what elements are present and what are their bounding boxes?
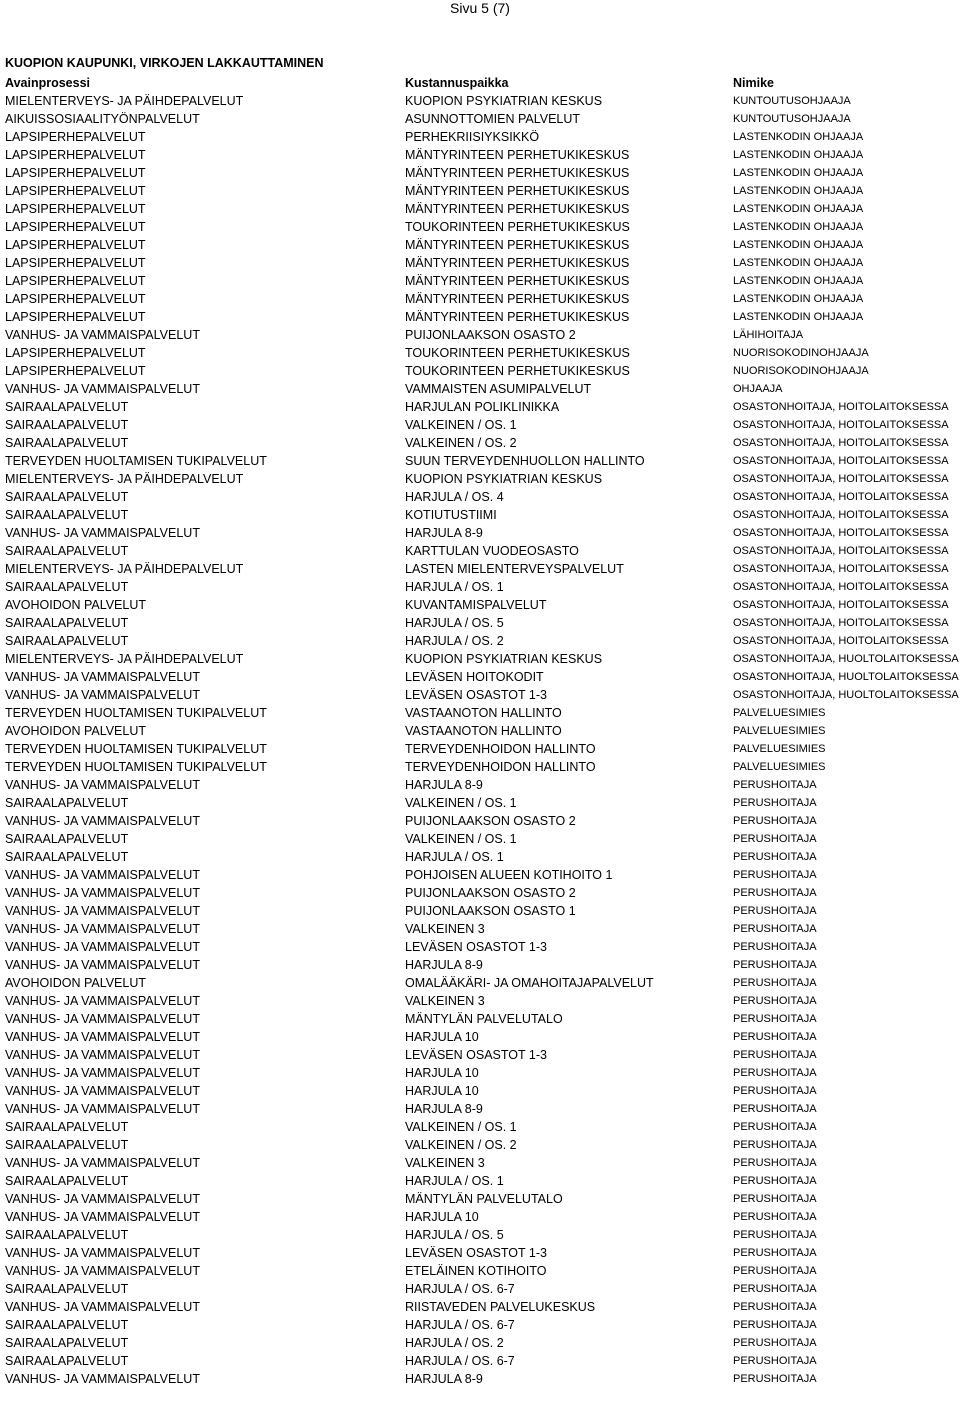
cell-cost-center: LEVÄSEN OSASTOT 1-3: [405, 688, 547, 702]
cell-process: VANHUS- JA VAMMAISPALVELUT: [5, 670, 200, 684]
cell-cost-center: VALKEINEN / OS. 1: [405, 1120, 517, 1134]
cell-process: SAIRAALAPALVELUT: [5, 850, 129, 864]
cell-process: SAIRAALAPALVELUT: [5, 400, 129, 414]
table-row: [0, 902, 960, 920]
cell-process: TERVEYDEN HUOLTAMISEN TUKIPALVELUT: [5, 742, 267, 756]
table-row: [0, 1280, 960, 1298]
cell-title: PERUSHOITAJA: [733, 1265, 817, 1277]
cell-cost-center: HARJULA 10: [405, 1210, 479, 1224]
cell-process: AIKUISSOSIAALITYÖNPALVELUT: [5, 112, 200, 126]
cell-process: LAPSIPERHEPALVELUT: [5, 184, 146, 198]
table-row: [0, 398, 960, 416]
table-row: [0, 506, 960, 524]
cell-title: PERUSHOITAJA: [733, 1103, 817, 1115]
table-row: [0, 650, 960, 668]
cell-title: PERUSHOITAJA: [733, 1301, 817, 1313]
cell-title: OSASTONHOITAJA, HOITOLAITOKSESSA: [733, 527, 949, 539]
cell-process: LAPSIPERHEPALVELUT: [5, 274, 146, 288]
table-row: [0, 938, 960, 956]
cell-cost-center: ETELÄINEN KOTIHOITO: [405, 1264, 547, 1278]
table-row: [0, 1316, 960, 1334]
cell-cost-center: HARJULA / OS. 2: [405, 1336, 504, 1350]
cell-cost-center: HARJULA / OS. 4: [405, 490, 504, 504]
cell-process: VANHUS- JA VAMMAISPALVELUT: [5, 1102, 200, 1116]
table-row: [0, 1244, 960, 1262]
table-row: [0, 1298, 960, 1316]
cell-process: VANHUS- JA VAMMAISPALVELUT: [5, 922, 200, 936]
table-row: [0, 236, 960, 254]
cell-title: NUORISOKODINOHJAAJA: [733, 365, 869, 377]
cell-cost-center: HARJULA / OS. 5: [405, 1228, 504, 1242]
cell-process: VANHUS- JA VAMMAISPALVELUT: [5, 1300, 200, 1314]
cell-cost-center: TOUKORINTEEN PERHETUKIKESKUS: [405, 364, 630, 378]
cell-process: SAIRAALAPALVELUT: [5, 508, 129, 522]
cell-title: PALVELUESIMIES: [733, 743, 826, 755]
cell-process: LAPSIPERHEPALVELUT: [5, 130, 146, 144]
cell-title: PERUSHOITAJA: [733, 1229, 817, 1241]
cell-process: VANHUS- JA VAMMAISPALVELUT: [5, 1012, 200, 1026]
cell-cost-center: HARJULA / OS. 1: [405, 1174, 504, 1188]
cell-cost-center: HARJULA 8-9: [405, 1372, 483, 1386]
table-row: [0, 128, 960, 146]
cell-process: TERVEYDEN HUOLTAMISEN TUKIPALVELUT: [5, 454, 267, 468]
cell-process: MIELENTERVEYS- JA PÄIHDEPALVELUT: [5, 472, 244, 486]
table-row: [0, 992, 960, 1010]
table-row: [0, 1334, 960, 1352]
cell-process: VANHUS- JA VAMMAISPALVELUT: [5, 1210, 200, 1224]
table-row: [0, 542, 960, 560]
table-header: [0, 74, 960, 92]
table-row: [0, 1208, 960, 1226]
cell-cost-center: HARJULA / OS. 1: [405, 850, 504, 864]
cell-title: PERUSHOITAJA: [733, 1013, 817, 1025]
cell-cost-center: HARJULA / OS. 2: [405, 634, 504, 648]
cell-process: VANHUS- JA VAMMAISPALVELUT: [5, 1246, 200, 1260]
table-row: [0, 776, 960, 794]
cell-cost-center: LASTEN MIELENTERVEYSPALVELUT: [405, 562, 624, 576]
table-row: [0, 1352, 960, 1370]
cell-title: OSASTONHOITAJA, HOITOLAITOKSESSA: [733, 437, 949, 449]
table-row: [0, 740, 960, 758]
cell-title: LASTENKODIN OHJAAJA: [733, 275, 864, 287]
cell-title: OSASTONHOITAJA, HOITOLAITOKSESSA: [733, 599, 949, 611]
cell-title: OSASTONHOITAJA, HOITOLAITOKSESSA: [733, 473, 949, 485]
cell-cost-center: HARJULA / OS. 1: [405, 580, 504, 594]
cell-cost-center: HARJULA 10: [405, 1030, 479, 1044]
cell-title: PERUSHOITAJA: [733, 995, 817, 1007]
cell-cost-center: HARJULA / OS. 6-7: [405, 1354, 515, 1368]
cell-title: PALVELUESIMIES: [733, 707, 826, 719]
cell-cost-center: HARJULAN POLIKLINIKKA: [405, 400, 560, 414]
cell-cost-center: TERVEYDENHOIDON HALLINTO: [405, 760, 596, 774]
cell-title: OSASTONHOITAJA, HOITOLAITOKSESSA: [733, 491, 949, 503]
cell-process: MIELENTERVEYS- JA PÄIHDEPALVELUT: [5, 562, 244, 576]
cell-cost-center: HARJULA / OS. 6-7: [405, 1318, 515, 1332]
table-row: [0, 632, 960, 650]
cell-title: KUNTOUTUSOHJAAJA: [733, 95, 851, 107]
cell-title: OSASTONHOITAJA, HOITOLAITOKSESSA: [733, 581, 949, 593]
table-row: [0, 272, 960, 290]
cell-process: SAIRAALAPALVELUT: [5, 1318, 129, 1332]
cell-title: PERUSHOITAJA: [733, 1121, 817, 1133]
cell-cost-center: HARJULA / OS. 6-7: [405, 1282, 515, 1296]
cell-title: LASTENKODIN OHJAAJA: [733, 221, 864, 233]
cell-process: LAPSIPERHEPALVELUT: [5, 202, 146, 216]
cell-title: PERUSHOITAJA: [733, 797, 817, 809]
cell-title: PERUSHOITAJA: [733, 959, 817, 971]
table-row: [0, 452, 960, 470]
table-row: [0, 758, 960, 776]
cell-title: LASTENKODIN OHJAAJA: [733, 293, 864, 305]
cell-process: SAIRAALAPALVELUT: [5, 1174, 129, 1188]
table-row: [0, 326, 960, 344]
cell-title: OSASTONHOITAJA, HUOLTOLAITOKSESSA: [733, 689, 959, 701]
cell-cost-center: VAMMAISTEN ASUMIPALVELUT: [405, 382, 592, 396]
cell-title: PALVELUESIMIES: [733, 761, 826, 773]
table-row: [0, 1190, 960, 1208]
cell-cost-center: HARJULA 8-9: [405, 1102, 483, 1116]
cell-process: SAIRAALAPALVELUT: [5, 1354, 129, 1368]
cell-cost-center: MÄNTYRINTEEN PERHETUKIKESKUS: [405, 310, 630, 324]
cell-cost-center: KOTIUTUSTIIMI: [405, 508, 497, 522]
table-body: [0, 92, 960, 1388]
document-title: KUOPION KAUPUNKI, VIRKOJEN LAKKAUTTAMINEN: [5, 56, 324, 70]
cell-title: PERUSHOITAJA: [733, 887, 817, 899]
cell-cost-center: MÄNTYRINTEEN PERHETUKIKESKUS: [405, 274, 630, 288]
cell-title: PERUSHOITAJA: [733, 1193, 817, 1205]
table-row: [0, 812, 960, 830]
table-row: [0, 578, 960, 596]
cell-title: PERUSHOITAJA: [733, 1139, 817, 1151]
table-row: [0, 416, 960, 434]
cell-title: PERUSHOITAJA: [733, 1337, 817, 1349]
table-row: [0, 866, 960, 884]
cell-process: VANHUS- JA VAMMAISPALVELUT: [5, 940, 200, 954]
table-row: [0, 830, 960, 848]
cell-process: SAIRAALAPALVELUT: [5, 490, 129, 504]
cell-process: VANHUS- JA VAMMAISPALVELUT: [5, 778, 200, 792]
cell-cost-center: VALKEINEN / OS. 2: [405, 436, 517, 450]
table-row: [0, 164, 960, 182]
cell-cost-center: VALKEINEN / OS. 1: [405, 832, 517, 846]
cell-title: OHJAAJA: [733, 383, 783, 395]
cell-cost-center: LEVÄSEN HOITOKODIT: [405, 670, 544, 684]
header-title: Nimike: [733, 76, 774, 90]
cell-process: SAIRAALAPALVELUT: [5, 1336, 129, 1350]
table-row: [0, 488, 960, 506]
cell-title: OSASTONHOITAJA, HOITOLAITOKSESSA: [733, 455, 949, 467]
cell-process: MIELENTERVEYS- JA PÄIHDEPALVELUT: [5, 94, 244, 108]
cell-process: TERVEYDEN HUOLTAMISEN TUKIPALVELUT: [5, 760, 267, 774]
cell-title: OSASTONHOITAJA, HOITOLAITOKSESSA: [733, 419, 949, 431]
cell-process: LAPSIPERHEPALVELUT: [5, 256, 146, 270]
cell-cost-center: MÄNTYRINTEEN PERHETUKIKESKUS: [405, 148, 630, 162]
cell-cost-center: HARJULA 10: [405, 1066, 479, 1080]
cell-title: PERUSHOITAJA: [733, 815, 817, 827]
cell-process: SAIRAALAPALVELUT: [5, 1228, 129, 1242]
table-row: [0, 110, 960, 128]
cell-cost-center: LEVÄSEN OSASTOT 1-3: [405, 940, 547, 954]
cell-cost-center: VALKEINEN / OS. 1: [405, 418, 517, 432]
cell-title: LASTENKODIN OHJAAJA: [733, 257, 864, 269]
cell-title: PERUSHOITAJA: [733, 779, 817, 791]
cell-cost-center: KUVANTAMISPALVELUT: [405, 598, 547, 612]
cell-title: PERUSHOITAJA: [733, 1085, 817, 1097]
cell-process: VANHUS- JA VAMMAISPALVELUT: [5, 688, 200, 702]
cell-process: SAIRAALAPALVELUT: [5, 1120, 129, 1134]
cell-title: OSASTONHOITAJA, HUOLTOLAITOKSESSA: [733, 671, 959, 683]
cell-title: LASTENKODIN OHJAAJA: [733, 203, 864, 215]
cell-title: PERUSHOITAJA: [733, 905, 817, 917]
cell-title: OSASTONHOITAJA, HOITOLAITOKSESSA: [733, 509, 949, 521]
cell-process: VANHUS- JA VAMMAISPALVELUT: [5, 1156, 200, 1170]
cell-title: KUNTOUTUSOHJAAJA: [733, 113, 851, 125]
cell-title: LASTENKODIN OHJAAJA: [733, 131, 864, 143]
table-row: [0, 380, 960, 398]
cell-cost-center: VALKEINEN 3: [405, 922, 485, 936]
cell-cost-center: KARTTULAN VUODEOSASTO: [405, 544, 579, 558]
cell-title: OSASTONHOITAJA, HUOLTOLAITOKSESSA: [733, 653, 959, 665]
cell-cost-center: PUIJONLAAKSON OSASTO 2: [405, 328, 576, 342]
cell-title: OSASTONHOITAJA, HOITOLAITOKSESSA: [733, 635, 949, 647]
cell-process: VANHUS- JA VAMMAISPALVELUT: [5, 1264, 200, 1278]
header-cost-center: Kustannuspaikka: [405, 76, 509, 90]
table-row: [0, 1154, 960, 1172]
table-row: [0, 668, 960, 686]
cell-cost-center: VALKEINEN / OS. 2: [405, 1138, 517, 1152]
table-row: [0, 344, 960, 362]
cell-title: LASTENKODIN OHJAAJA: [733, 167, 864, 179]
cell-title: PERUSHOITAJA: [733, 1157, 817, 1169]
cell-process: VANHUS- JA VAMMAISPALVELUT: [5, 904, 200, 918]
table-row: [0, 956, 960, 974]
cell-cost-center: VALKEINEN 3: [405, 994, 485, 1008]
cell-process: VANHUS- JA VAMMAISPALVELUT: [5, 1372, 200, 1386]
cell-cost-center: HARJULA / OS. 5: [405, 616, 504, 630]
cell-process: SAIRAALAPALVELUT: [5, 634, 129, 648]
table-row: [0, 1262, 960, 1280]
table-row: [0, 920, 960, 938]
table-row: [0, 362, 960, 380]
cell-title: PERUSHOITAJA: [733, 1247, 817, 1259]
cell-cost-center: TOUKORINTEEN PERHETUKIKESKUS: [405, 346, 630, 360]
cell-title: LÄHIHOITAJA: [733, 329, 804, 341]
cell-title: PALVELUESIMIES: [733, 725, 826, 737]
table-row: [0, 1118, 960, 1136]
cell-cost-center: VASTAANOTON HALLINTO: [405, 724, 562, 738]
cell-process: VANHUS- JA VAMMAISPALVELUT: [5, 1192, 200, 1206]
cell-cost-center: KUOPION PSYKIATRIAN KESKUS: [405, 94, 603, 108]
table-row: [0, 1046, 960, 1064]
cell-process: MIELENTERVEYS- JA PÄIHDEPALVELUT: [5, 652, 244, 666]
table-row: [0, 596, 960, 614]
cell-process: TERVEYDEN HUOLTAMISEN TUKIPALVELUT: [5, 706, 267, 720]
cell-title: PERUSHOITAJA: [733, 869, 817, 881]
cell-cost-center: LEVÄSEN OSASTOT 1-3: [405, 1048, 547, 1062]
cell-cost-center: PUIJONLAAKSON OSASTO 1: [405, 904, 576, 918]
cell-title: LASTENKODIN OHJAAJA: [733, 149, 864, 161]
cell-cost-center: TERVEYDENHOIDON HALLINTO: [405, 742, 596, 756]
table-row: [0, 290, 960, 308]
cell-process: LAPSIPERHEPALVELUT: [5, 364, 146, 378]
cell-process: VANHUS- JA VAMMAISPALVELUT: [5, 814, 200, 828]
cell-title: PERUSHOITAJA: [733, 1175, 817, 1187]
table-row: [0, 1100, 960, 1118]
cell-process: AVOHOIDON PALVELUT: [5, 976, 147, 990]
table-row: [0, 1172, 960, 1190]
table-row: [0, 974, 960, 992]
cell-cost-center: RIISTAVEDEN PALVELUKESKUS: [405, 1300, 596, 1314]
cell-process: SAIRAALAPALVELUT: [5, 832, 129, 846]
table-row: [0, 308, 960, 326]
cell-process: LAPSIPERHEPALVELUT: [5, 238, 146, 252]
cell-cost-center: KUOPION PSYKIATRIAN KESKUS: [405, 652, 603, 666]
cell-process: VANHUS- JA VAMMAISPALVELUT: [5, 994, 200, 1008]
table-row: [0, 722, 960, 740]
cell-title: PERUSHOITAJA: [733, 923, 817, 935]
table-row: [0, 92, 960, 110]
cell-cost-center: MÄNTYRINTEEN PERHETUKIKESKUS: [405, 256, 630, 270]
table-row: [0, 1064, 960, 1082]
cell-cost-center: PUIJONLAAKSON OSASTO 2: [405, 886, 576, 900]
cell-process: SAIRAALAPALVELUT: [5, 544, 129, 558]
cell-cost-center: MÄNTYRINTEEN PERHETUKIKESKUS: [405, 238, 630, 252]
cell-title: LASTENKODIN OHJAAJA: [733, 311, 864, 323]
cell-cost-center: HARJULA 8-9: [405, 958, 483, 972]
cell-cost-center: MÄNTYRINTEEN PERHETUKIKESKUS: [405, 292, 630, 306]
cell-title: PERUSHOITAJA: [733, 1319, 817, 1331]
table-row: [0, 794, 960, 812]
cell-title: OSASTONHOITAJA, HOITOLAITOKSESSA: [733, 563, 949, 575]
cell-title: PERUSHOITAJA: [733, 1067, 817, 1079]
table-row: [0, 200, 960, 218]
cell-process: LAPSIPERHEPALVELUT: [5, 310, 146, 324]
header-process: Avainprosessi: [5, 76, 90, 90]
cell-process: VANHUS- JA VAMMAISPALVELUT: [5, 1066, 200, 1080]
cell-cost-center: MÄNTYRINTEEN PERHETUKIKESKUS: [405, 166, 630, 180]
table-row: [0, 182, 960, 200]
cell-title: OSASTONHOITAJA, HOITOLAITOKSESSA: [733, 617, 949, 629]
cell-process: AVOHOIDON PALVELUT: [5, 598, 147, 612]
cell-title: PERUSHOITAJA: [733, 1031, 817, 1043]
cell-cost-center: OMALÄÄKÄRI- JA OMAHOITAJAPALVELUT: [405, 976, 654, 990]
cell-title: PERUSHOITAJA: [733, 833, 817, 845]
cell-process: VANHUS- JA VAMMAISPALVELUT: [5, 328, 200, 342]
cell-process: SAIRAALAPALVELUT: [5, 436, 129, 450]
cell-process: VANHUS- JA VAMMAISPALVELUT: [5, 1030, 200, 1044]
table-row: [0, 704, 960, 722]
cell-process: LAPSIPERHEPALVELUT: [5, 220, 146, 234]
table-row: [0, 848, 960, 866]
table-row: [0, 560, 960, 578]
table-row: [0, 524, 960, 542]
cell-cost-center: TOUKORINTEEN PERHETUKIKESKUS: [405, 220, 630, 234]
cell-process: SAIRAALAPALVELUT: [5, 796, 129, 810]
table-row: [0, 434, 960, 452]
cell-title: NUORISOKODINOHJAAJA: [733, 347, 869, 359]
cell-process: VANHUS- JA VAMMAISPALVELUT: [5, 958, 200, 972]
table-row: [0, 1370, 960, 1388]
cell-process: LAPSIPERHEPALVELUT: [5, 292, 146, 306]
table-row: [0, 614, 960, 632]
cell-cost-center: SUUN TERVEYDENHUOLLON HALLINTO: [405, 454, 645, 468]
table-row: [0, 1082, 960, 1100]
cell-title: PERUSHOITAJA: [733, 1283, 817, 1295]
cell-process: VANHUS- JA VAMMAISPALVELUT: [5, 1084, 200, 1098]
table-row: [0, 218, 960, 236]
cell-cost-center: HARJULA 8-9: [405, 526, 483, 540]
cell-title: OSASTONHOITAJA, HOITOLAITOKSESSA: [733, 545, 949, 557]
table-row: [0, 1226, 960, 1244]
table-row: [0, 470, 960, 488]
cell-process: VANHUS- JA VAMMAISPALVELUT: [5, 526, 200, 540]
cell-cost-center: MÄNTYLÄN PALVELUTALO: [405, 1192, 563, 1206]
cell-process: LAPSIPERHEPALVELUT: [5, 148, 146, 162]
cell-process: SAIRAALAPALVELUT: [5, 616, 129, 630]
cell-cost-center: MÄNTYRINTEEN PERHETUKIKESKUS: [405, 184, 630, 198]
cell-process: AVOHOIDON PALVELUT: [5, 724, 147, 738]
cell-process: SAIRAALAPALVELUT: [5, 418, 129, 432]
cell-title: OSASTONHOITAJA, HOITOLAITOKSESSA: [733, 401, 949, 413]
table-row: [0, 884, 960, 902]
table-row: [0, 1010, 960, 1028]
cell-cost-center: MÄNTYLÄN PALVELUTALO: [405, 1012, 563, 1026]
cell-title: PERUSHOITAJA: [733, 1373, 817, 1385]
cell-cost-center: KUOPION PSYKIATRIAN KESKUS: [405, 472, 603, 486]
page-number: Sivu 5 (7): [450, 0, 510, 16]
cell-process: VANHUS- JA VAMMAISPALVELUT: [5, 382, 200, 396]
table-row: [0, 1028, 960, 1046]
cell-cost-center: POHJOISEN ALUEEN KOTIHOITO 1: [405, 868, 613, 882]
cell-process: LAPSIPERHEPALVELUT: [5, 166, 146, 180]
cell-cost-center: HARJULA 10: [405, 1084, 479, 1098]
table-row: [0, 254, 960, 272]
cell-title: PERUSHOITAJA: [733, 1355, 817, 1367]
cell-cost-center: PUIJONLAAKSON OSASTO 2: [405, 814, 576, 828]
cell-process: VANHUS- JA VAMMAISPALVELUT: [5, 886, 200, 900]
table-row: [0, 146, 960, 164]
cell-process: VANHUS- JA VAMMAISPALVELUT: [5, 868, 200, 882]
cell-cost-center: VALKEINEN 3: [405, 1156, 485, 1170]
table-row: [0, 686, 960, 704]
cell-process: SAIRAALAPALVELUT: [5, 1282, 129, 1296]
cell-cost-center: MÄNTYRINTEEN PERHETUKIKESKUS: [405, 202, 630, 216]
cell-title: PERUSHOITAJA: [733, 941, 817, 953]
cell-process: SAIRAALAPALVELUT: [5, 580, 129, 594]
table-row: [0, 1136, 960, 1154]
cell-process: SAIRAALAPALVELUT: [5, 1138, 129, 1152]
cell-title: PERUSHOITAJA: [733, 1049, 817, 1061]
cell-process: LAPSIPERHEPALVELUT: [5, 346, 146, 360]
cell-cost-center: VALKEINEN / OS. 1: [405, 796, 517, 810]
cell-title: PERUSHOITAJA: [733, 977, 817, 989]
cell-title: PERUSHOITAJA: [733, 851, 817, 863]
cell-cost-center: LEVÄSEN OSASTOT 1-3: [405, 1246, 547, 1260]
cell-title: LASTENKODIN OHJAAJA: [733, 185, 864, 197]
cell-cost-center: PERHEKRIISIYKSIKKÖ: [405, 130, 540, 144]
cell-title: LASTENKODIN OHJAAJA: [733, 239, 864, 251]
cell-process: VANHUS- JA VAMMAISPALVELUT: [5, 1048, 200, 1062]
cell-cost-center: HARJULA 8-9: [405, 778, 483, 792]
cell-cost-center: VASTAANOTON HALLINTO: [405, 706, 562, 720]
cell-cost-center: ASUNNOTTOMIEN PALVELUT: [405, 112, 581, 126]
cell-title: PERUSHOITAJA: [733, 1211, 817, 1223]
